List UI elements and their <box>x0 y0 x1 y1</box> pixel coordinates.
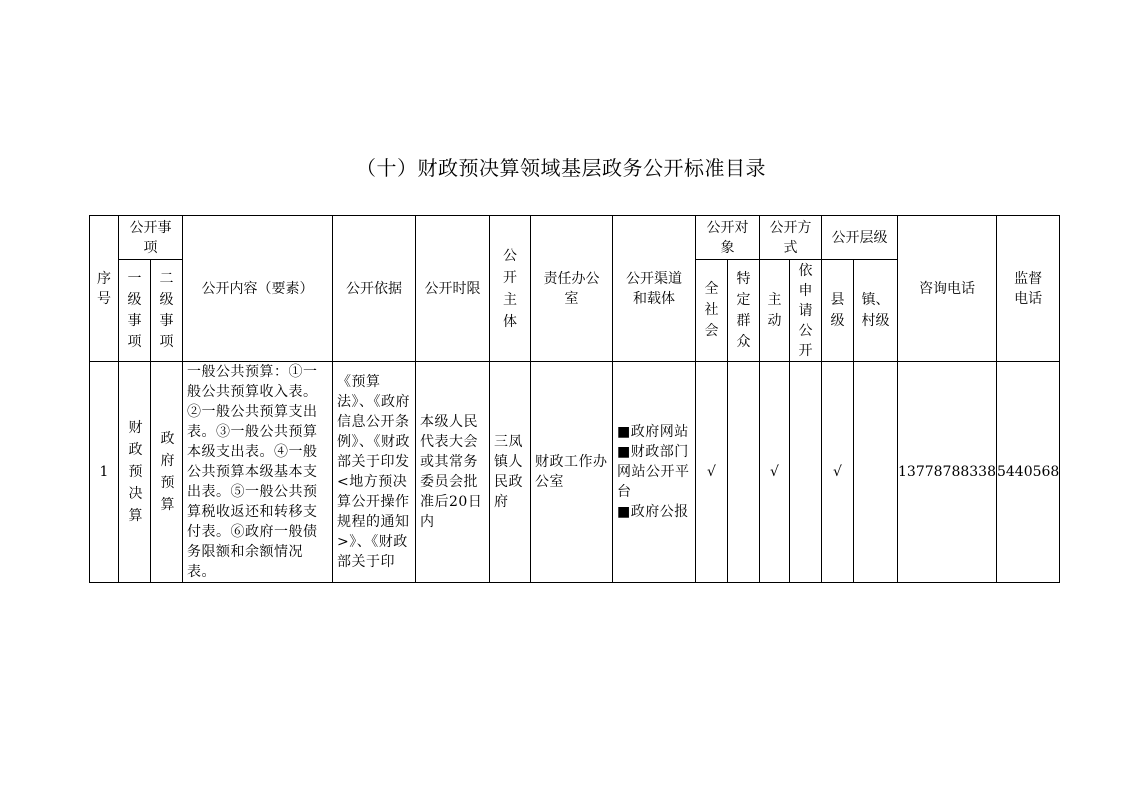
header-office <box>531 216 613 362</box>
header-method-active-text: 主动 <box>767 291 782 329</box>
header-content: 公开内容（要素） <box>183 216 333 362</box>
header-target-all <box>696 260 728 362</box>
header-level-town <box>854 260 898 362</box>
standards-table <box>89 215 1060 583</box>
header-subject <box>490 216 531 362</box>
header-level-county <box>822 260 854 362</box>
header-subject-text: 公开主体 <box>503 247 517 330</box>
cell-seq: 1 <box>90 362 119 583</box>
header-supervise-text: 监督电话 <box>1014 270 1043 307</box>
header-seq <box>90 216 119 362</box>
header-level2-text: 二级事项 <box>159 270 174 350</box>
header-method-text: 公开方式 <box>769 219 812 256</box>
channel-item: ■财政部门网站公开平台 <box>617 444 690 500</box>
header-level1 <box>119 260 151 362</box>
cell-target-all: √ <box>696 362 728 583</box>
cell-supervise: 5440568 <box>996 362 1059 583</box>
header-office-text: 责任办公室 <box>543 270 600 307</box>
cell-level-county: √ <box>822 362 854 583</box>
header-supervise <box>996 216 1059 362</box>
header-target-specific-text: 特定群众 <box>736 270 751 350</box>
header-method-active <box>760 260 790 362</box>
header-public-item <box>119 216 183 260</box>
header-level1-text: 一级事项 <box>127 270 142 350</box>
header-channel <box>613 216 696 362</box>
header-level: 公开层级 <box>822 216 898 260</box>
cell-content: 一般公共预算：①一般公共预算收入表。②一般公共预算支出表。③一般公共预算本级支出表。④一般公共预算本级基本支出表。⑤一般公共预算税收返还和转移支付表。⑥政府一般债务限额和余额情况表。 <box>183 362 333 583</box>
cell-phone: 13778788338 <box>898 362 997 583</box>
cell-method-apply <box>790 362 822 583</box>
header-seq-text: 序号 <box>97 270 111 307</box>
cell-level1 <box>119 362 151 583</box>
channel-item: ■政府网站 <box>617 424 689 440</box>
cell-subject: 三凤镇人民政府 <box>490 362 531 583</box>
header-target-all-text: 全社会 <box>704 281 719 339</box>
header-public-item-text: 公开事项 <box>129 219 172 256</box>
header-method <box>760 216 822 260</box>
page-title: （十）财政预决算领域基层政务公开标准目录 <box>356 156 766 180</box>
header-method-apply <box>790 260 822 362</box>
header-target <box>696 216 760 260</box>
header-method-apply-text: 依申请公开 <box>798 262 813 359</box>
header-time-limit: 公开时限 <box>416 216 490 362</box>
channel-item: ■政府公报 <box>617 504 689 520</box>
cell-office: 财政工作办公室 <box>531 362 613 583</box>
header-phone: 咨询电话 <box>898 216 997 362</box>
table-row <box>90 362 1060 583</box>
header-target-text: 公开对象 <box>706 219 749 256</box>
header-basis: 公开依据 <box>333 216 416 362</box>
header-level2 <box>151 260 183 362</box>
header-level-town-text: 镇、村级 <box>861 291 890 329</box>
cell-method-active: √ <box>760 362 790 583</box>
cell-basis: 《预算法》、《政府信息公开条例》、《财政部关于印发<地方预决算公开操作规程的通知>》、《财政部关于印 <box>333 362 416 583</box>
cell-level2-text: 政府预算 <box>160 431 175 513</box>
cell-channel <box>613 362 696 583</box>
header-level-county-text: 县级 <box>830 291 845 329</box>
cell-level2 <box>151 362 183 583</box>
cell-target-specific <box>728 362 760 583</box>
cell-time-limit: 本级人民代表大会或其常务委员会批准后20日内 <box>416 362 490 583</box>
header-target-specific <box>728 260 760 362</box>
cell-level1-text: 财政预决算 <box>128 420 143 524</box>
cell-level-town <box>854 362 898 583</box>
header-channel-text: 公开渠道和载体 <box>626 270 682 307</box>
